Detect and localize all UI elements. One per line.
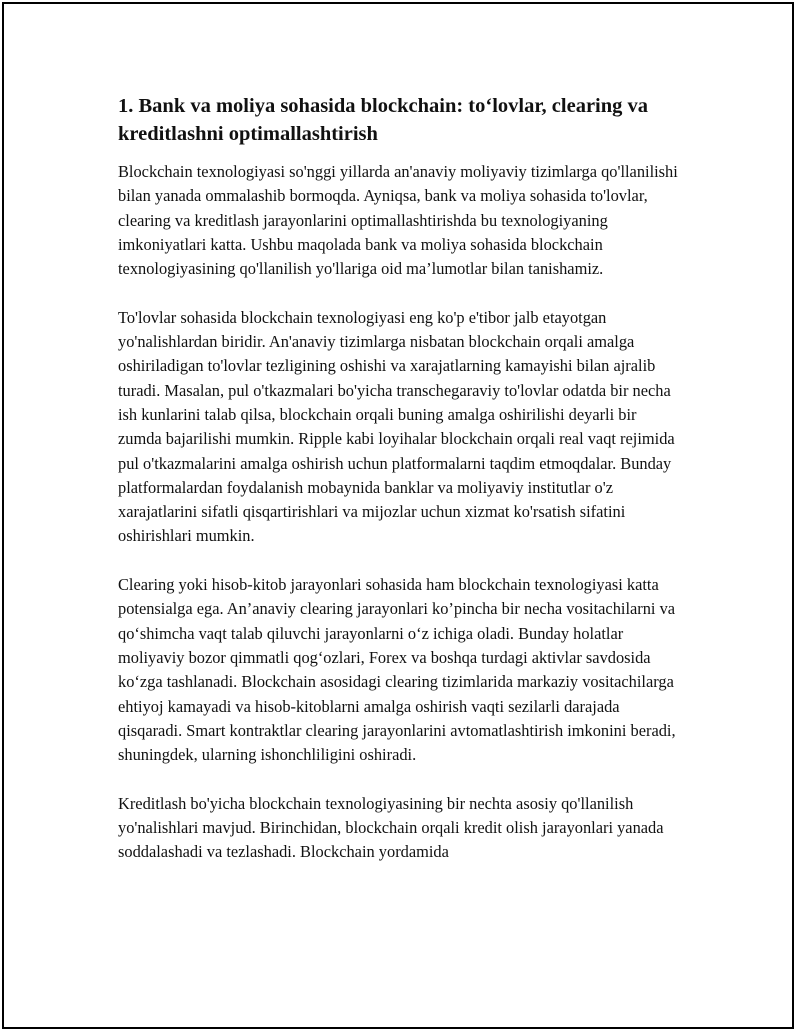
paragraph-lending: Kreditlash bo'yicha blockchain texnologiyasining bir nechta asosiy qo'llanilish yo'nalishlari mavjud. Birinchidan, blockchain orqali kredit olish jarayonlari yanada soddalashadi va tezlashadi. Blockchain yordamida <box>118 793 664 862</box>
paragraph-intro: Blockchain texnologiyasi so'nggi yillarda an'anaviy moliyaviy tizimlarga qo'llanilishi bilan yanada ommalashib bormoqda. Ayniqsa, bank va moliya sohasida to'lovlar, clearing va kreditlash jarayonlarini optimallashtirishda bu texnologiyaning imkoniyatlari katta. Ushbu maqolada bank va moliya sohasida blockchain texnologiyasining qo'llanilish yo'llariga oid ma’lumotlar bilan tanishamiz. <box>118 162 678 279</box>
document-body <box>118 92 678 889</box>
paragraph-clearing: Clearing yoki hisob-kitob jarayonlari sohasida ham blockchain texnologiyasi katta potensialga ega. An’anaviy clearing jarayonlari ko’pincha bir necha vositachilarni va qo‘shimcha vaqt talab qiluvchi jarayonlarni o‘z ichiga oladi. Bunday holatlar moliyaviy bozor qimmatli qog‘ozlari, Forex va boshqa turdagi aktivlar savdosida ko‘zga tashlanadi. Blockchain asosidagi clearing tizimlarida markaziy vositachilarga ehtiyoj kamayadi va hisob-kitoblarni amalga oshirish vaqti sezilarli darajada qisqaradi. Smart kontraktlar clearing jarayonlarini avtomatlashtirish imkonini beradi, shuningdek, ularning ishonchliligini oshiradi. <box>118 575 676 765</box>
paragraph-payments: To'lovlar sohasida blockchain texnologiyasi eng ko'p e'tibor jalb etayotgan yo'nalishlardan biridir. An'anaviy tizimlarga nisbatan blockchain orqali amalga oshiriladigan to'lovlar tezligining oshishi va xarajatlarning kamayishi bilan ajralib turadi. Masalan, pul o'tkazmalari bo'yicha transchegaraviy to'lovlar odatda bir necha ish kunlarini talab qilsa, blockchain orqali buning amalga oshirilishi deyarli bir zumda bajarilishi mumkin. Ripple kabi loyihalar blockchain orqali real vaqt rejimida pul o'tkazmalarini amalga oshirish uchun platformalarni taqdim etmoqdalar. Bunday platformalardan foydalanish mobaynida banklar va moliyaviy institutlar o'z xarajatlarini sifatli qisqartirishlari va mijozlar uchun xizmat ko'rsatish sifatini oshirishlari mumkin. <box>118 307 675 546</box>
document-heading: 1. Bank va moliya sohasida blockchain: to‘lovlar, clearing va kreditlashni optimallashtirish <box>118 95 649 145</box>
